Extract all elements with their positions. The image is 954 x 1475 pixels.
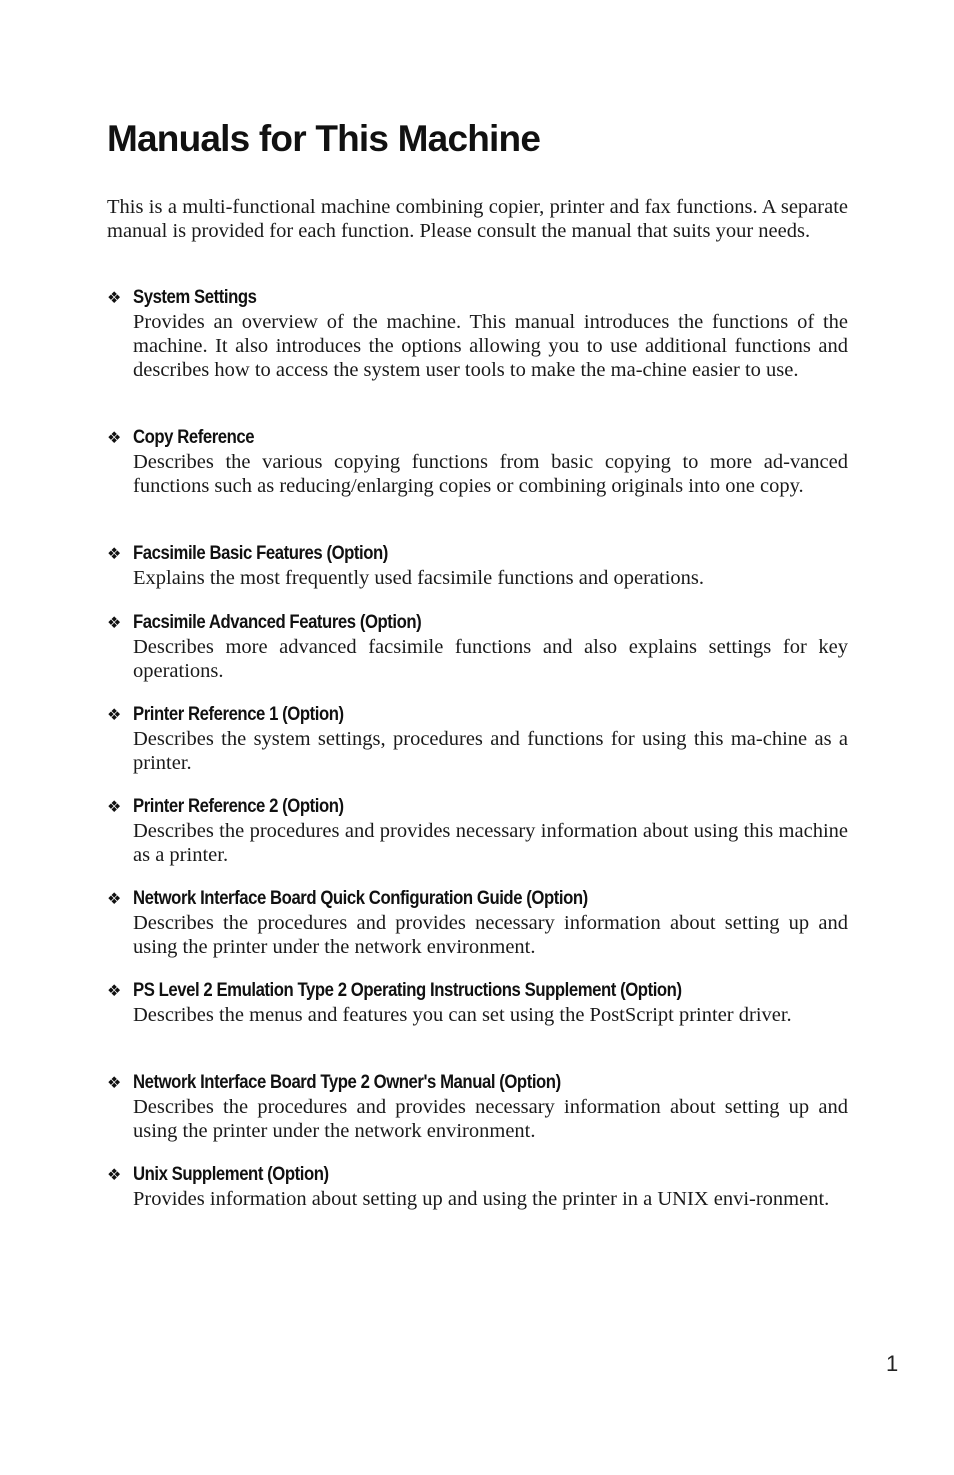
section-heading: [107, 610, 848, 636]
section-unix-supplement: [107, 1162, 848, 1212]
diamond-bullet-icon: ❖: [107, 288, 122, 307]
diamond-bullet-icon: ❖: [107, 544, 122, 563]
section-heading: [107, 285, 848, 311]
section-facsimile-advanced: [107, 610, 848, 684]
section-description: Provides information about setting up and using the printer in a UNIX envi-ronment.: [133, 1188, 830, 1210]
section-description: Describes the various copying functions from basic copying to more ad-vanced functions such as reducing/enlarging copies or combining originals into one copy.: [133, 451, 848, 497]
section-title: Network Interface Board Type 2 Owner's Manual (Option): [133, 1072, 561, 1093]
section-printer-reference-1: [107, 702, 848, 776]
diamond-bullet-icon: ❖: [107, 428, 122, 447]
section-facsimile-basic: [107, 541, 848, 591]
section-heading: [107, 1162, 848, 1188]
section-copy-reference: [107, 425, 848, 499]
intro-paragraph: This is a multi-functional machine combining copier, printer and fax functions. A separate manual is provided for each function. Please consult the manual that suits your needs.: [107, 196, 848, 242]
section-heading: [107, 1070, 848, 1096]
section-title: Printer Reference 2 (Option): [133, 796, 344, 817]
section-description: Provides an overview of the machine. This manual introduces the functions of the machine. It also introduces the options allowing you to use additional functions and describes how to access the system user tools to make the ma-chine easier to use.: [133, 311, 848, 381]
section-description: Describes the system settings, procedures and functions for using this ma-chine as a printer.: [133, 728, 848, 774]
section-ps-level-2: [107, 978, 848, 1028]
section-nib-owners-manual: [107, 1070, 848, 1144]
section-heading: [107, 886, 848, 912]
section-title: Facsimile Basic Features (Option): [133, 543, 388, 564]
section-title: Printer Reference 1 (Option): [133, 704, 344, 725]
section-title: Network Interface Board Quick Configuration Guide (Option): [133, 888, 588, 909]
page-number: 1: [886, 1351, 899, 1376]
section-heading: [107, 702, 848, 728]
section-description: Describes the procedures and provides necessary information about setting up and using the printer under the network environment.: [133, 1096, 848, 1142]
section-title: Unix Supplement (Option): [133, 1164, 329, 1185]
section-title: Facsimile Advanced Features (Option): [133, 612, 422, 633]
diamond-bullet-icon: ❖: [107, 613, 122, 632]
diamond-bullet-icon: ❖: [107, 705, 122, 724]
section-title: PS Level 2 Emulation Type 2 Operating Instructions Supplement (Option): [133, 980, 682, 1001]
section-description: Describes more advanced facsimile functions and also explains settings for key operations.: [133, 636, 848, 682]
section-description: Describes the menus and features you can set using the PostScript printer driver.: [133, 1004, 792, 1026]
section-description: Describes the procedures and provides necessary information about setting up and using the printer under the network environment.: [133, 912, 848, 958]
section-system-settings: [107, 285, 848, 382]
diamond-bullet-icon: ❖: [107, 1073, 122, 1092]
section-title: System Settings: [133, 287, 257, 308]
section-heading: [107, 794, 848, 820]
page-title: Manuals for This Machine: [107, 118, 541, 159]
diamond-bullet-icon: ❖: [107, 1165, 122, 1184]
section-heading: [107, 425, 848, 451]
section-heading: [107, 978, 848, 1004]
diamond-bullet-icon: ❖: [107, 981, 122, 1000]
section-description: Describes the procedures and provides necessary information about using this machine as a printer.: [133, 820, 848, 866]
section-printer-reference-2: [107, 794, 848, 868]
diamond-bullet-icon: ❖: [107, 889, 122, 908]
section-description: Explains the most frequently used facsimile functions and operations.: [133, 567, 705, 589]
section-title: Copy Reference: [133, 427, 255, 448]
diamond-bullet-icon: ❖: [107, 797, 122, 816]
section-nib-quick-config: [107, 886, 848, 960]
section-heading: [107, 541, 848, 567]
